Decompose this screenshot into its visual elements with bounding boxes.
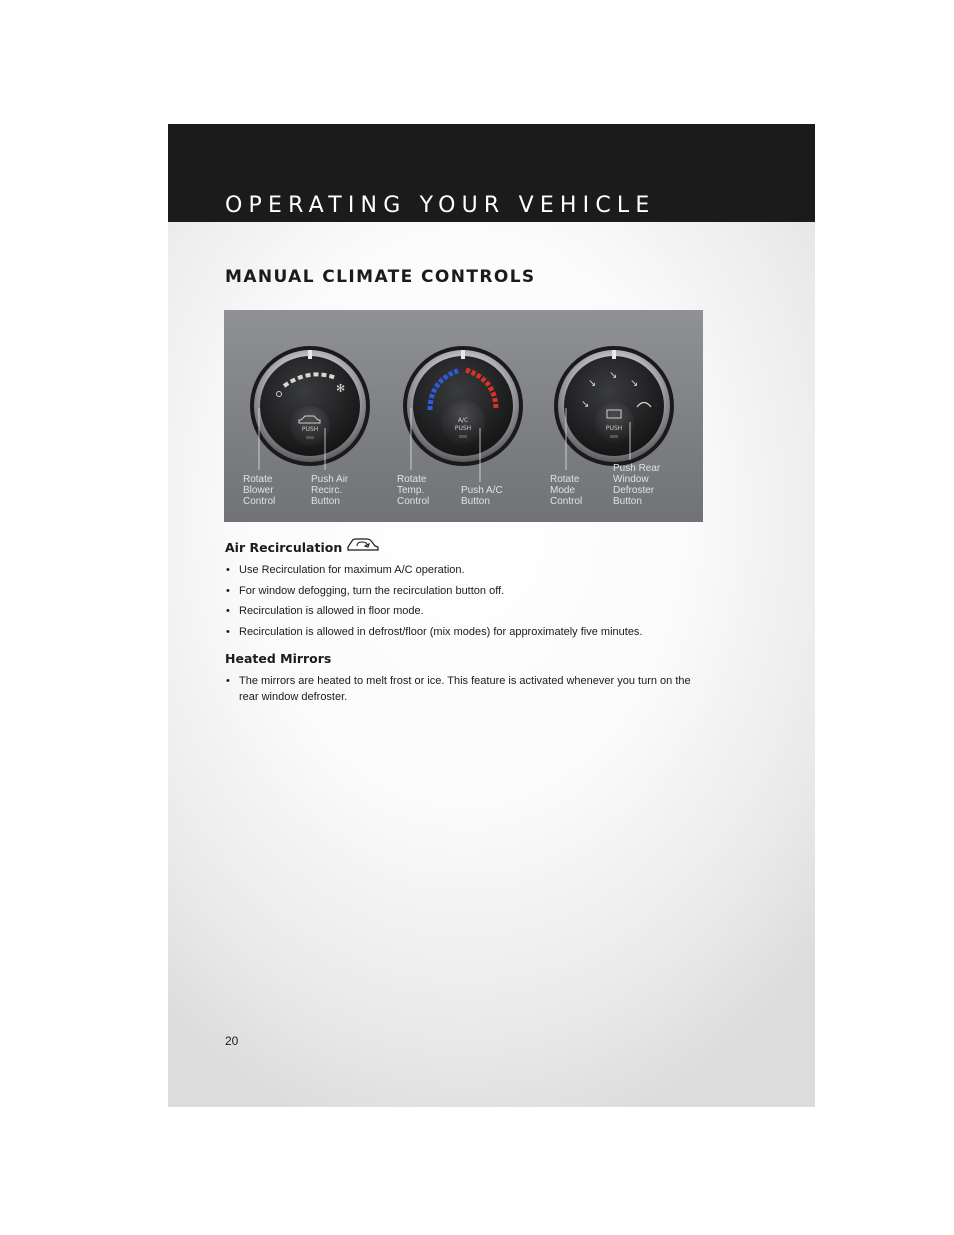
callout-push-rear-defroster: Push Rear Window Defroster Button	[613, 463, 661, 507]
chapter-header	[168, 124, 815, 222]
callout-push-recirc: Push Air Recirc. Button	[311, 474, 349, 507]
temperature-control-knob[interactable]	[403, 346, 523, 482]
defrost-push-label: PUSH	[605, 425, 623, 432]
blower-control-knob[interactable]	[250, 346, 370, 470]
list-item: • Recirculation is allowed in defrost/floor (mix modes) for approximately five minutes.	[226, 625, 643, 638]
climate-controls-photo	[224, 310, 703, 522]
blower-push-label: PUSH	[301, 426, 319, 433]
list-item: • Recirculation is allowed in floor mode.	[226, 605, 424, 617]
chapter-title: OPERATING YOUR VEHICLE	[225, 193, 656, 218]
callout-rotate-mode: Rotate Mode Control	[550, 474, 583, 507]
air-recirculation-heading: Air Recirculation	[225, 540, 343, 555]
page-number: 20	[225, 1034, 239, 1048]
list-item: • For window defogging, turn the recirculation button off.	[226, 584, 505, 597]
ac-push-label: PUSH	[454, 425, 472, 432]
floor-mode-icon: ↘	[581, 399, 590, 410]
panel-mode-icon: ↘	[588, 378, 597, 389]
list-item: • The mirrors are heated to melt frost or ice. This feature is activated whenever you turn on the rear window defroster.	[226, 675, 691, 703]
air-recirculation-list	[225, 562, 705, 644]
recirculation-icon	[345, 536, 381, 553]
ac-label: A/C	[457, 417, 469, 424]
fan-icon: ✻	[336, 382, 346, 395]
mix-mode-icon: ↘	[630, 378, 639, 389]
heated-mirrors-heading: Heated Mirrors	[225, 651, 332, 666]
heated-mirrors-list	[225, 673, 705, 710]
bilevel-mode-icon: ↘	[609, 370, 618, 381]
callout-rotate-temp: Rotate Temp. Control	[397, 474, 430, 507]
callout-push-ac: Push A/C Button	[461, 485, 503, 507]
list-item: • Use Recirculation for maximum A/C operation.	[226, 564, 465, 576]
callout-rotate-blower: Rotate Blower Control	[243, 474, 276, 507]
manual-page	[168, 124, 815, 1107]
section-title: MANUAL CLIMATE CONTROLS	[225, 267, 536, 287]
mode-control-knob[interactable]	[554, 346, 674, 470]
